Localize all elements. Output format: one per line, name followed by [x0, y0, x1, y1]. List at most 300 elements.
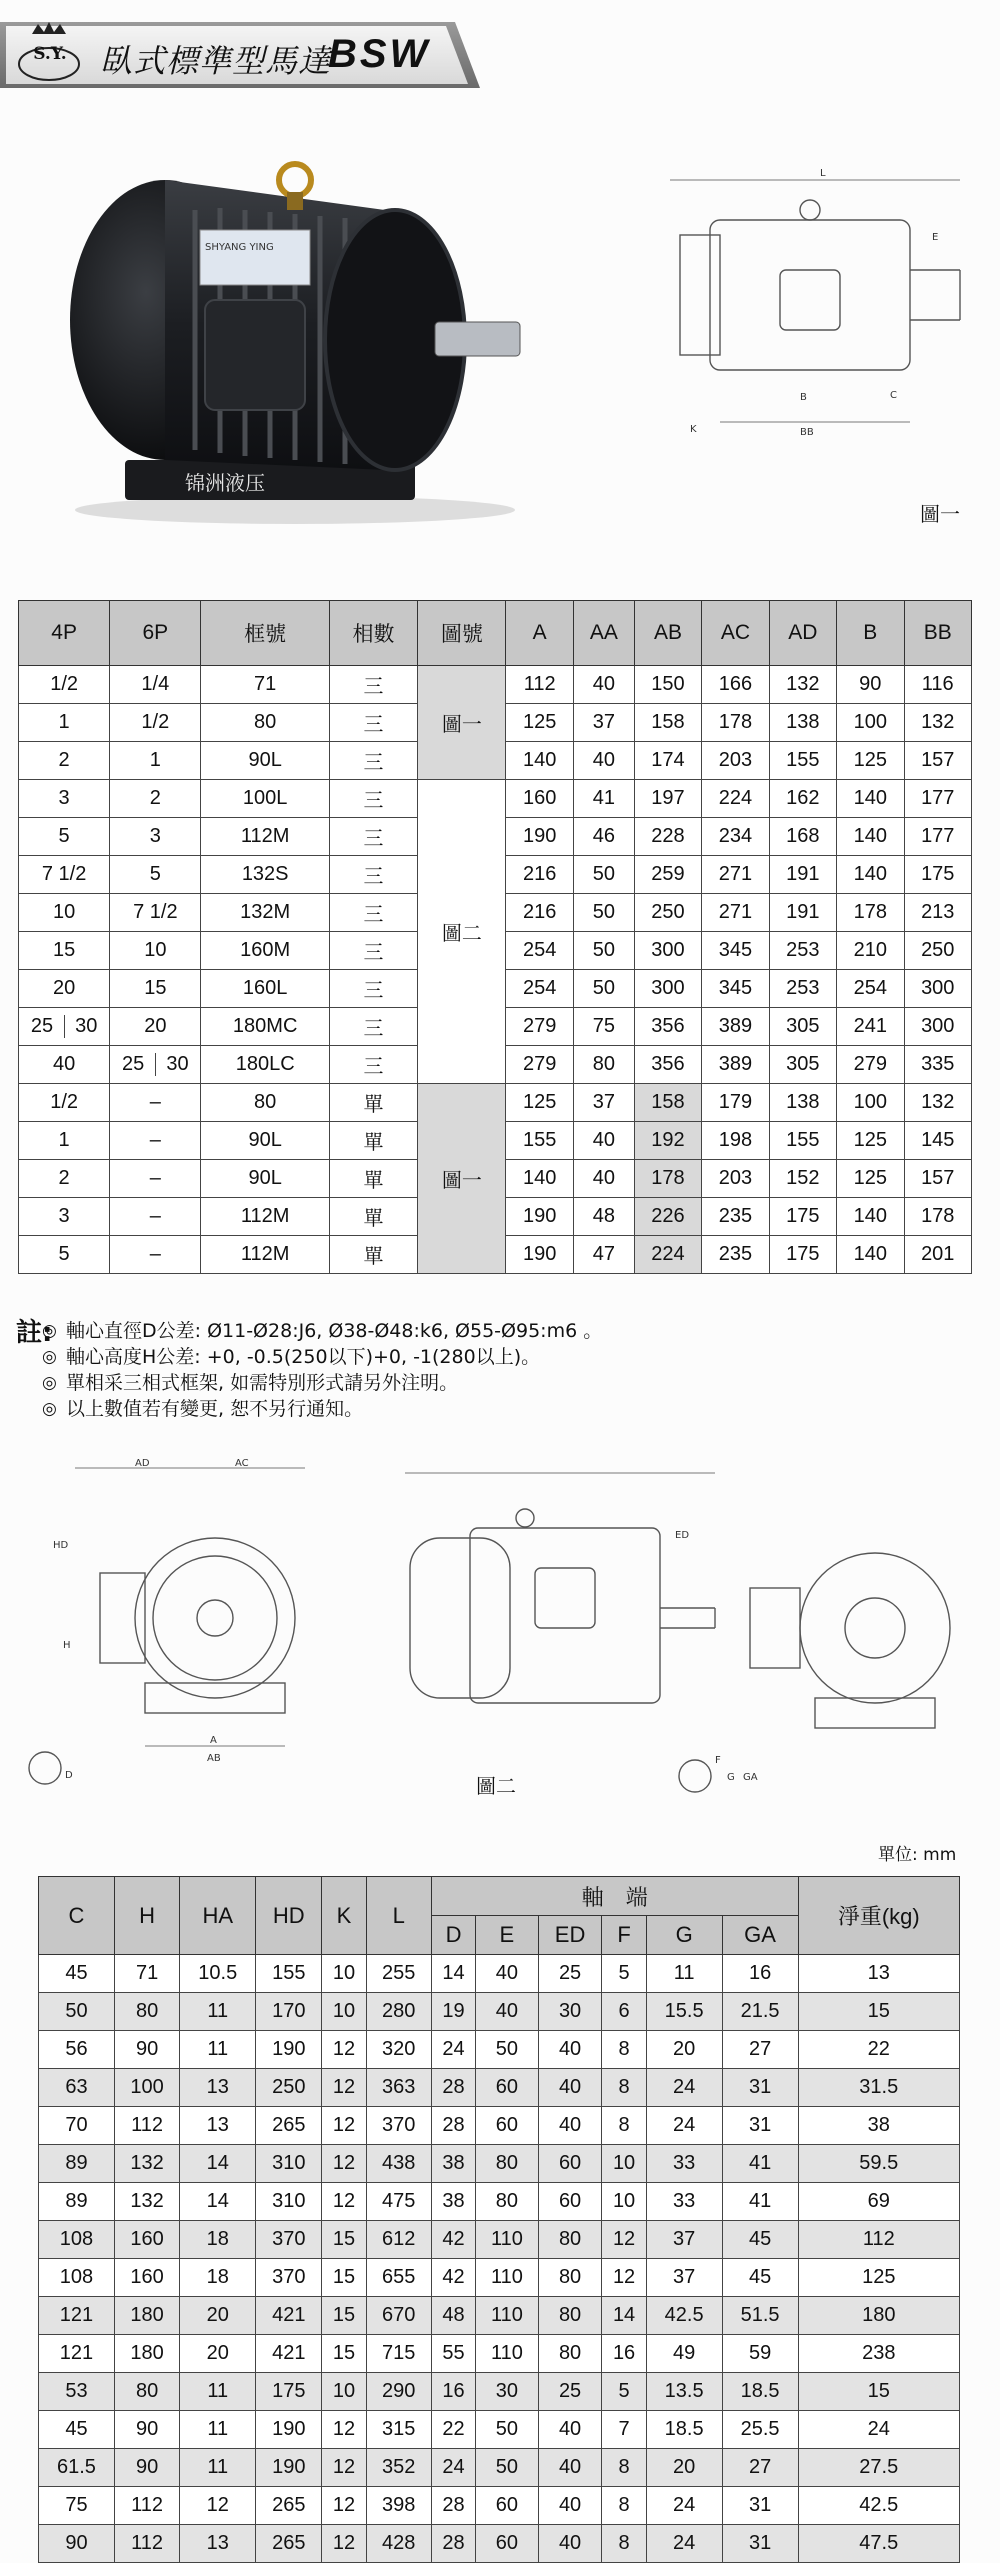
note-item: ◎ 軸心高度H公差: +0, -0.5(250以下)+0, -1(280以上)。 — [66, 1344, 716, 1370]
table2-cell: 421 — [256, 2335, 322, 2373]
table1-cell-value: 253 — [769, 970, 836, 1008]
table2-cell: 22 — [431, 2411, 475, 2449]
table1-header-cell: AC — [702, 601, 769, 666]
table2-cell: 42 — [431, 2259, 475, 2297]
table2-cell: 370 — [256, 2259, 322, 2297]
table2-cell: 11 — [180, 2411, 256, 2449]
table1-cell-value: 279 — [837, 1046, 904, 1084]
table2-cell: 5 — [602, 1955, 646, 1993]
table2-cell: 80 — [114, 1993, 179, 2031]
table1-cell-4p — [19, 1008, 110, 1046]
table2-cell: 19 — [431, 1993, 475, 2031]
table1-header-cell: A — [506, 601, 573, 666]
table2-cell: 20 — [646, 2031, 722, 2069]
dim-label-G: G — [727, 1772, 735, 1783]
table1-cell-value: 210 — [837, 932, 904, 970]
table1-cell-6p: 5 — [110, 856, 201, 894]
dim-label-A: A — [210, 1735, 217, 1746]
table2-cell: 37 — [646, 2221, 722, 2259]
table1-cell-value: 190 — [506, 1198, 573, 1236]
table1-cell-value: 46 — [573, 818, 634, 856]
table1-cell-value: 155 — [506, 1122, 573, 1160]
table2-cell: 40 — [538, 2525, 602, 2563]
table2-cell: 16 — [722, 1955, 798, 1993]
table1-cell-4p: 20 — [19, 970, 110, 1008]
table2-cell: 320 — [366, 2031, 431, 2069]
table2-cell: 59 — [722, 2335, 798, 2373]
table2-cell: 121 — [39, 2335, 115, 2373]
table1-cell-phase: 三 — [329, 666, 417, 704]
notes-label: 註: — [16, 1318, 53, 1348]
table2-cell: 190 — [256, 2411, 322, 2449]
table2-cell: 28 — [431, 2525, 475, 2563]
table2-cell: 31.5 — [798, 2069, 959, 2107]
table2-weight-header: 淨重(kg) — [798, 1877, 959, 1955]
table2-header-cell: HA — [180, 1877, 256, 1955]
table1-cell-value: 228 — [634, 818, 701, 856]
table2-cell: 42.5 — [646, 2297, 722, 2335]
table1-header-cell: 4P — [19, 601, 110, 666]
table1-cell-value: 125 — [506, 1084, 573, 1122]
table1-cell-value: 150 — [634, 666, 701, 704]
table2-cell: 60 — [538, 2183, 602, 2221]
table2-cell: 47.5 — [798, 2525, 959, 2563]
table2-cell: 12 — [180, 2487, 256, 2525]
table2-cell: 15 — [322, 2297, 366, 2335]
table1-cell-phase: 三 — [329, 932, 417, 970]
table2-cell: 33 — [646, 2145, 722, 2183]
table1-row — [19, 1084, 972, 1122]
dim-label-E: E — [932, 232, 939, 243]
table2-header-cell: H — [114, 1877, 179, 1955]
table2-cell: 250 — [256, 2069, 322, 2107]
table2-cell: 14 — [180, 2145, 256, 2183]
table1-cell-value: 152 — [769, 1160, 836, 1198]
table1-cell-4p-b: 30 — [64, 1015, 108, 1038]
table1-cell-value: 50 — [573, 894, 634, 932]
table2-cell: 7 — [602, 2411, 646, 2449]
table2-cell: 8 — [602, 2107, 646, 2145]
table1-cell-value: 201 — [904, 1236, 972, 1274]
table2-cell: 60 — [476, 2487, 539, 2525]
table1-cell-frame: 160M — [201, 932, 329, 970]
table2-row — [39, 2525, 960, 2563]
table1-cell-figure: 圖二 — [418, 780, 506, 1084]
table1-cell-value: 132 — [904, 704, 972, 742]
table1-cell-value: 213 — [904, 894, 972, 932]
table2-cell: 60 — [476, 2107, 539, 2145]
table2-cell: 290 — [366, 2373, 431, 2411]
table1-cell-value: 226 — [634, 1198, 701, 1236]
table1-cell-4p: 1 — [19, 1122, 110, 1160]
table2-cell: 12 — [322, 2449, 366, 2487]
table2-cell: 50 — [39, 1993, 115, 2031]
table1-cell-phase: 三 — [329, 970, 417, 1008]
table1-cell-value: 50 — [573, 856, 634, 894]
table1-cell-frame: 132M — [201, 894, 329, 932]
table1-cell-value: 41 — [573, 780, 634, 818]
table1-cell-frame: 112M — [201, 1198, 329, 1236]
table1-cell-phase: 三 — [329, 1046, 417, 1084]
note-item: ◎ 軸心直徑D公差: Ø11-Ø28:J6, Ø38-Ø48:k6, Ø55-Ø95:m6 。 — [66, 1318, 716, 1344]
table1-cell-value: 271 — [702, 894, 769, 932]
table1-cell-value: 254 — [506, 932, 573, 970]
table2-cell: 41 — [722, 2145, 798, 2183]
table1-cell-value: 178 — [702, 704, 769, 742]
table2-row — [39, 2297, 960, 2335]
table2-cell: 12 — [602, 2259, 646, 2297]
table1-cell-value: 235 — [702, 1236, 769, 1274]
table2-cell: 75 — [39, 2487, 115, 2525]
table1-cell-4p: 3 — [19, 780, 110, 818]
table1-header-cell: AA — [573, 601, 634, 666]
table2-cell: 132 — [114, 2183, 179, 2221]
table2-cell: 363 — [366, 2069, 431, 2107]
table1-cell-value: 300 — [634, 932, 701, 970]
table2-cell: 10 — [322, 1955, 366, 1993]
table2-cell: 80 — [538, 2221, 602, 2259]
table1-cell-value: 197 — [634, 780, 701, 818]
table1-cell-frame: 132S — [201, 856, 329, 894]
table1-cell-value: 100 — [837, 704, 904, 742]
table1-cell-6p: 2 — [110, 780, 201, 818]
table2-row — [39, 2221, 960, 2259]
table2-row — [39, 2487, 960, 2525]
table2-cell: 255 — [366, 1955, 431, 1993]
table2-cell: 655 — [366, 2259, 431, 2297]
table2-cell: 45 — [39, 2411, 115, 2449]
table2-cell: 45 — [722, 2221, 798, 2259]
table2-cell: 180 — [798, 2297, 959, 2335]
table2-cell: 51.5 — [722, 2297, 798, 2335]
table1-header-cell: AD — [769, 601, 836, 666]
table1-cell-value: 100 — [837, 1084, 904, 1122]
table2-subheader-cell: GA — [722, 1916, 798, 1955]
table2-cell: 352 — [366, 2449, 431, 2487]
table2-cell: 40 — [476, 1993, 539, 2031]
table1-cell-4p: 2 — [19, 1160, 110, 1198]
table2-cell: 265 — [256, 2525, 322, 2563]
table1-cell-figure: 圖一 — [418, 1084, 506, 1274]
table1-cell-frame: 180MC — [201, 1008, 329, 1046]
table2-cell: 13 — [180, 2069, 256, 2107]
table1-cell-value: 162 — [769, 780, 836, 818]
table1-cell-value: 279 — [506, 1008, 573, 1046]
table2-cell: 37 — [646, 2259, 722, 2297]
table1-cell-value: 216 — [506, 894, 573, 932]
table2-cell: 24 — [646, 2069, 722, 2107]
table2-cell: 15 — [798, 1993, 959, 2031]
table2-subheader-cell: F — [602, 1916, 646, 1955]
table2-cell: 11 — [180, 1993, 256, 2031]
dim-label-HD: HD — [53, 1540, 69, 1551]
table2-cell: 110 — [476, 2335, 539, 2373]
table2-cell: 15.5 — [646, 1993, 722, 2031]
motor-photo — [55, 150, 535, 530]
table2-cell: 11 — [180, 2449, 256, 2487]
table1-cell-value: 125 — [837, 742, 904, 780]
table2-cell: 100 — [114, 2069, 179, 2107]
dim-label-L: L — [820, 168, 826, 179]
table2-subheader-cell: ED — [538, 1916, 602, 1955]
dim-label-F: F — [715, 1755, 721, 1766]
table1-cell-6p: 1 — [110, 742, 201, 780]
table2-cell: 89 — [39, 2183, 115, 2221]
table2-cell: 50 — [476, 2449, 539, 2487]
table1-cell-value: 216 — [506, 856, 573, 894]
table1-cell-4p: 2 — [19, 742, 110, 780]
unit-label: 單位: mm — [878, 1845, 957, 1865]
table1-cell-value: 203 — [702, 742, 769, 780]
table1-cell-value: 112 — [506, 666, 573, 704]
note-item: ◎ 以上數值若有變更, 恕不另行通知。 — [66, 1396, 716, 1422]
table1-cell-value: 50 — [573, 970, 634, 1008]
table1-cell-value: 300 — [634, 970, 701, 1008]
table1-cell-4p-a: 25 — [30, 1015, 54, 1037]
table1-cell-4p: 1 — [19, 704, 110, 742]
table2-cell: 12 — [322, 2525, 366, 2563]
table2-cell: 170 — [256, 1993, 322, 2031]
table2-row — [39, 2145, 960, 2183]
table2-cell: 49 — [646, 2335, 722, 2373]
table2-cell: 12 — [322, 2145, 366, 2183]
table2-cell: 125 — [798, 2259, 959, 2297]
dim-label-AD: AD — [135, 1458, 150, 1469]
table2-cell: 15 — [322, 2259, 366, 2297]
dim-label-B: B — [800, 392, 807, 403]
table2-cell: 13 — [798, 1955, 959, 1993]
notes — [16, 1318, 716, 1422]
table1-cell-6p-a: 25 — [122, 1053, 145, 1075]
table1-cell-value: 40 — [573, 666, 634, 704]
table1-header-cell: 框號 — [201, 601, 329, 666]
table2-cell: 18.5 — [722, 2373, 798, 2411]
table1-cell-value: 140 — [837, 1236, 904, 1274]
table2-cell: 24 — [646, 2107, 722, 2145]
table2-cell: 18.5 — [646, 2411, 722, 2449]
table2-cell: 89 — [39, 2145, 115, 2183]
table2-cell: 670 — [366, 2297, 431, 2335]
note-item: ◎ 單相采三相式框架, 如需特別形式請另外注明。 — [66, 1370, 716, 1396]
table1-cell-value: 177 — [904, 818, 972, 856]
figure2-label: 圖二 — [476, 1774, 516, 1798]
table2-cell: 15 — [322, 2221, 366, 2259]
table1-cell-value: 140 — [837, 780, 904, 818]
table2-cell: 121 — [39, 2297, 115, 2335]
table1-cell-4p: 15 — [19, 932, 110, 970]
table1-cell-value: 125 — [837, 1122, 904, 1160]
table2-cell: 20 — [646, 2449, 722, 2487]
table2-cell: 370 — [256, 2221, 322, 2259]
table2-cell: 112 — [114, 2107, 179, 2145]
table2-cell: 160 — [114, 2221, 179, 2259]
table1-cell-value: 155 — [769, 742, 836, 780]
table2-cell: 10 — [602, 2145, 646, 2183]
table2-cell: 612 — [366, 2221, 431, 2259]
table2-cell: 55 — [431, 2335, 475, 2373]
table2-subheader-cell: D — [431, 1916, 475, 1955]
table1-cell-value: 191 — [769, 894, 836, 932]
table1-cell-value: 300 — [904, 970, 972, 1008]
table2-cell: 90 — [114, 2031, 179, 2069]
table1-cell-value: 356 — [634, 1046, 701, 1084]
table2-cell: 25 — [538, 1955, 602, 1993]
table1-cell-value: 140 — [506, 1160, 573, 1198]
table2-cell: 110 — [476, 2221, 539, 2259]
table1-cell-value: 305 — [769, 1046, 836, 1084]
dimension-table-2 — [38, 1876, 960, 2563]
table1-cell-value: 335 — [904, 1046, 972, 1084]
table1-cell-value: 178 — [904, 1198, 972, 1236]
table2-cell: 13 — [180, 2525, 256, 2563]
table2-shaft-header: 軸 端 — [431, 1877, 798, 1916]
table1-cell-phase: 三 — [329, 856, 417, 894]
dim-label-AC: AC — [235, 1458, 249, 1469]
table2-cell: 38 — [798, 2107, 959, 2145]
table2-cell: 80 — [538, 2297, 602, 2335]
table1-cell-phase: 三 — [329, 894, 417, 932]
table1-header-cell: 相數 — [329, 601, 417, 666]
table2-cell: 180 — [114, 2335, 179, 2373]
table1-cell-frame: 180LC — [201, 1046, 329, 1084]
table2-cell: 40 — [538, 2449, 602, 2487]
table1-cell-value: 132 — [904, 1084, 972, 1122]
table2-cell: 112 — [114, 2525, 179, 2563]
table1-cell-value: 40 — [573, 1122, 634, 1160]
table2-cell: 180 — [114, 2297, 179, 2335]
table1-cell-value: 191 — [769, 856, 836, 894]
table1-cell-value: 125 — [506, 704, 573, 742]
table1-cell-value: 40 — [573, 742, 634, 780]
table1-cell-4p: 10 — [19, 894, 110, 932]
table1-cell-value: 140 — [837, 818, 904, 856]
table2-cell: 475 — [366, 2183, 431, 2221]
table2-cell: 12 — [322, 2183, 366, 2221]
table1-header-cell: BB — [904, 601, 972, 666]
table1-cell-value: 48 — [573, 1198, 634, 1236]
table2-row — [39, 2335, 960, 2373]
table2-cell: 69 — [798, 2183, 959, 2221]
table2-cell: 16 — [431, 2373, 475, 2411]
table2-cell: 280 — [366, 1993, 431, 2031]
table2-cell: 28 — [431, 2069, 475, 2107]
table1-cell-value: 271 — [702, 856, 769, 894]
table2-cell: 30 — [476, 2373, 539, 2411]
table1-row — [19, 666, 972, 704]
table1-cell-frame: 90L — [201, 742, 329, 780]
table1-cell-figure: 圖一 — [418, 666, 506, 780]
table2-cell: 70 — [39, 2107, 115, 2145]
table1-cell-value: 279 — [506, 1046, 573, 1084]
table2-cell: 31 — [722, 2525, 798, 2563]
table1-cell-6p: – — [110, 1122, 201, 1160]
table1-cell-6p: – — [110, 1160, 201, 1198]
table2-cell: 60 — [476, 2525, 539, 2563]
table2-cell: 33 — [646, 2183, 722, 2221]
table2-cell: 190 — [256, 2031, 322, 2069]
table2-cell: 90 — [114, 2449, 179, 2487]
table2-cell: 63 — [39, 2069, 115, 2107]
table2-cell: 315 — [366, 2411, 431, 2449]
table2-cell: 310 — [256, 2145, 322, 2183]
table1-cell-value: 157 — [904, 742, 972, 780]
table2-cell: 25 — [538, 2373, 602, 2411]
table1-cell-phase: 單 — [329, 1198, 417, 1236]
table2-cell: 27 — [722, 2449, 798, 2487]
table2-cell: 31 — [722, 2487, 798, 2525]
table2-cell: 40 — [476, 1955, 539, 1993]
table1-cell-phase: 三 — [329, 818, 417, 856]
dim-label-GA: GA — [743, 1772, 758, 1783]
table2-cell: 41 — [722, 2183, 798, 2221]
table2-cell: 80 — [538, 2259, 602, 2297]
table2-row — [39, 1993, 960, 2031]
table1-cell-value: 234 — [702, 818, 769, 856]
table2-header-cell: C — [39, 1877, 115, 1955]
table2-cell: 175 — [256, 2373, 322, 2411]
table2-cell: 160 — [114, 2259, 179, 2297]
table1-cell-value: 174 — [634, 742, 701, 780]
table1-cell-phase: 三 — [329, 1008, 417, 1046]
table2-cell: 265 — [256, 2487, 322, 2525]
table1-row — [19, 780, 972, 818]
table2-cell: 60 — [538, 2145, 602, 2183]
table2-cell: 80 — [476, 2145, 539, 2183]
table2-row — [39, 2373, 960, 2411]
table1-cell-value: 116 — [904, 666, 972, 704]
table2-subheader-cell: E — [476, 1916, 539, 1955]
table2-cell: 90 — [114, 2411, 179, 2449]
figure1-drawing — [660, 160, 990, 440]
table2-cell: 108 — [39, 2259, 115, 2297]
table2-cell: 24 — [431, 2031, 475, 2069]
table2-cell: 310 — [256, 2183, 322, 2221]
table1-cell-value: 138 — [769, 1084, 836, 1122]
figure2-drawing — [15, 1458, 995, 1798]
dim-label-D: D — [65, 1770, 73, 1781]
table2-cell: 27 — [722, 2031, 798, 2069]
table1-cell-6p-b: 30 — [155, 1053, 199, 1076]
table1-cell-value: 47 — [573, 1236, 634, 1274]
table2-cell: 428 — [366, 2525, 431, 2563]
table1-header-cell: 6P — [110, 601, 201, 666]
table1-header-cell: 圖號 — [418, 601, 506, 666]
table2-header-row — [39, 1877, 960, 1916]
table1-cell-value: 138 — [769, 704, 836, 742]
table2-cell: 5 — [602, 2373, 646, 2411]
table2-cell: 112 — [798, 2221, 959, 2259]
table1-cell-value: 192 — [634, 1122, 701, 1160]
table1-cell-frame: 160L — [201, 970, 329, 1008]
table2-cell: 370 — [366, 2107, 431, 2145]
table2-cell: 48 — [431, 2297, 475, 2335]
table2-cell: 40 — [538, 2411, 602, 2449]
table1-cell-value: 37 — [573, 704, 634, 742]
table2-cell: 28 — [431, 2487, 475, 2525]
table2-cell: 25.5 — [722, 2411, 798, 2449]
table1-cell-4p: 5 — [19, 818, 110, 856]
table1-cell-6p: 7 1/2 — [110, 894, 201, 932]
table2-cell: 20 — [180, 2335, 256, 2373]
table1-cell-value: 179 — [702, 1084, 769, 1122]
table1-cell-value: 235 — [702, 1198, 769, 1236]
table1-cell-4p: 40 — [19, 1046, 110, 1084]
table2-cell: 110 — [476, 2297, 539, 2335]
table1-cell-value: 198 — [702, 1122, 769, 1160]
table2-row — [39, 2107, 960, 2145]
table1-cell-value: 178 — [634, 1160, 701, 1198]
table2-cell: 15 — [322, 2335, 366, 2373]
